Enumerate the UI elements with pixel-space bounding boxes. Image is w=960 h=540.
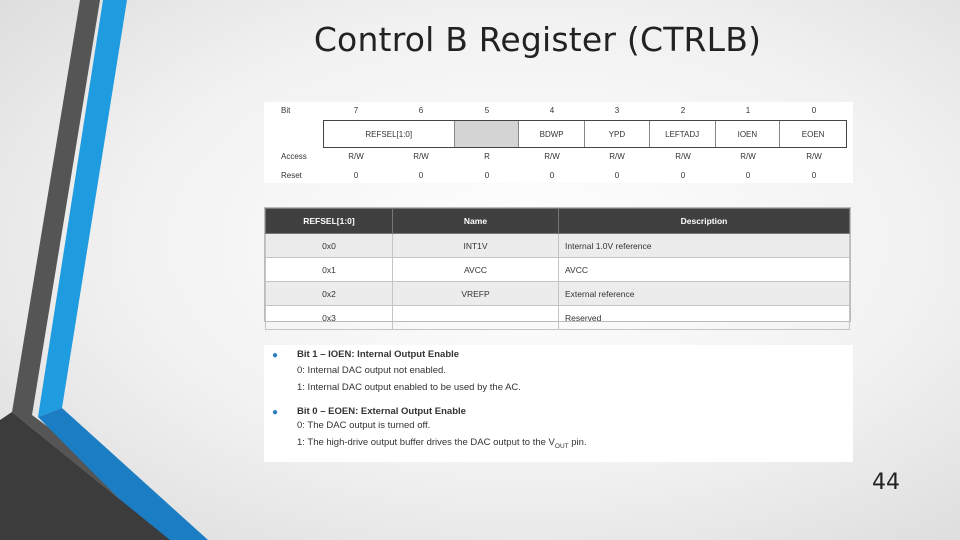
bit-number: 4 [549,106,555,115]
reset-value: 0 [614,171,620,180]
register-bit-table [264,102,853,183]
bit0-line-1 [297,437,587,450]
bit-row-label: Bit [281,106,291,115]
table-row [266,306,850,330]
bit-number: 5 [484,106,490,115]
access-value: R/W [806,152,822,161]
reference-name [393,306,559,330]
reset-row [264,171,853,183]
reference-description: Internal 1.0V reference [559,234,850,258]
bit0-line-1-prefix: 1: The high-drive output buffer drives the DAC output to the V [297,437,555,448]
field-refsel: REFSEL[1:0] [324,121,455,147]
bit-number: 3 [614,106,620,115]
table-row [266,282,850,306]
access-value: R/W [544,152,560,161]
table-row [266,234,850,258]
vout-subscript: OUT [554,442,569,450]
reset-value: 0 [549,171,555,180]
bit0-line-1-suffix: pin. [568,437,587,448]
field-leftadj: LEFTADJ [650,121,716,147]
bit-number: 7 [353,106,359,115]
access-row-label: Access [281,152,307,161]
reference-name: AVCC [393,258,559,282]
reset-value: 0 [484,171,490,180]
column-header-description: Description [559,209,850,234]
reset-value: 0 [811,171,817,180]
refsel-value: 0x1 [266,258,393,282]
bit-number: 6 [418,106,424,115]
field-ypd: YPD [585,121,650,147]
bit1-line-1: 1: Internal DAC output enabled to be used by the AC. [297,382,521,393]
table-header-row [266,209,850,234]
reference-description: Reserved [559,306,850,330]
bullet-icon: ● [272,407,279,418]
refsel-value: 0x0 [266,234,393,258]
reference-name: INT1V [393,234,559,258]
bit-number-row [264,106,853,118]
reset-value: 0 [745,171,751,180]
bullet-icon: ● [272,350,279,361]
reference-description: AVCC [559,258,850,282]
access-value: R/W [609,152,625,161]
reset-row-label: Reset [281,171,302,180]
bit-number: 0 [811,106,817,115]
field-ioen: IOEN [716,121,781,147]
bit0-heading: Bit 0 – EOEN: External Output Enable [297,406,466,417]
slide-title: Control B Register (CTRLB) [313,20,762,59]
field-reserved [455,121,520,147]
reset-value: 0 [418,171,424,180]
bit-number: 2 [680,106,686,115]
reset-value: 0 [353,171,359,180]
column-header-refsel: REFSEL[1:0] [266,209,393,234]
page-number: 44 [872,470,900,495]
refsel-table [264,207,851,322]
refsel-value: 0x3 [266,306,393,330]
access-value: R/W [413,152,429,161]
bit1-heading: Bit 1 – IOEN: Internal Output Enable [297,349,460,360]
column-header-name: Name [393,209,559,234]
access-value: R [484,152,490,161]
access-row [264,152,853,164]
refsel-value: 0x2 [266,282,393,306]
reset-value: 0 [680,171,686,180]
bit1-line-0: 0: Internal DAC output not enabled. [297,365,446,376]
table-row [266,258,850,282]
field-eoen: EOEN [801,129,825,139]
access-value: R/W [740,152,756,161]
reference-description: External reference [559,282,850,306]
bit-number: 1 [745,106,751,115]
access-value: R/W [675,152,691,161]
reference-name: VREFP [393,282,559,306]
bit-descriptions [264,345,853,462]
bit0-line-0: 0: The DAC output is turned off. [297,420,431,431]
access-value: R/W [348,152,364,161]
register-field-row [323,120,847,148]
field-bdwp: BDWP [519,121,585,147]
